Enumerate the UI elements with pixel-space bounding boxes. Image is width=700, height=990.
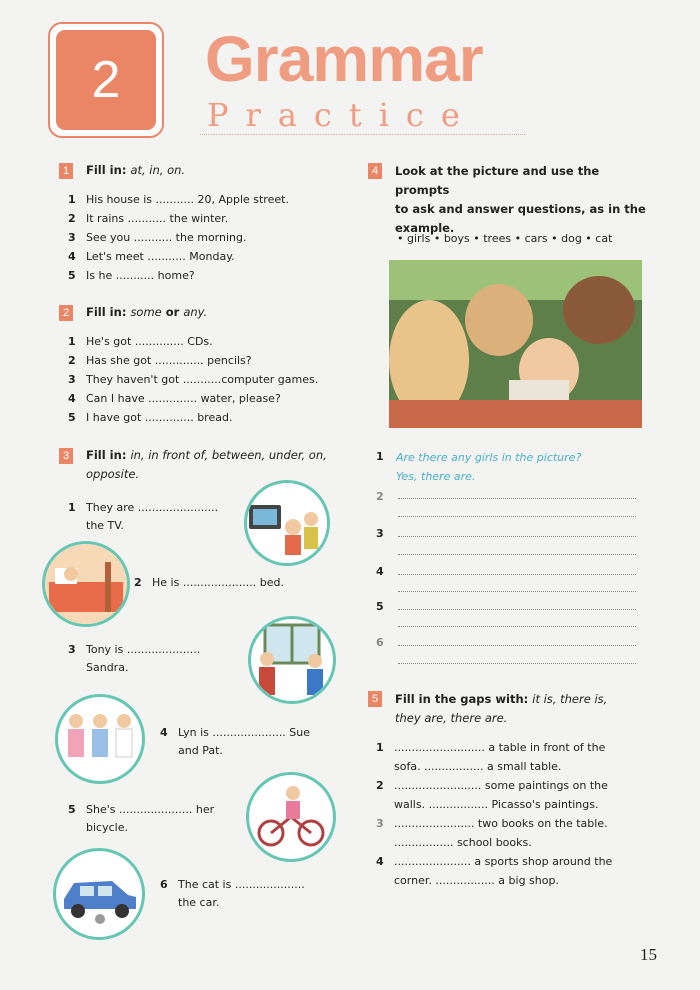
unit-number-badge <box>48 22 164 138</box>
list-item: 5 I have got .............. bread. <box>68 411 233 424</box>
list-item: 1 .......................... a table in front of the sofa. ................. a small table. <box>376 741 606 773</box>
answer-line[interactable] <box>398 663 636 664</box>
page-subtitle: Practice <box>207 96 477 134</box>
children-photo <box>389 260 642 428</box>
exercise-1-list <box>68 190 289 285</box>
girls-picture <box>55 694 145 784</box>
exercise-5-list <box>376 738 612 890</box>
exercise-1-number: 1 <box>59 163 73 179</box>
list-item: 3 See you ........... the morning. <box>68 231 247 244</box>
answer-line[interactable] <box>398 609 636 610</box>
ex3-item-3: 3 Tony is ..................... Sandra. <box>68 643 201 674</box>
exercise-4-number: 4 <box>368 163 382 179</box>
list-item: 3 ....................... two books on the table. ................. school books. <box>376 817 608 849</box>
answer-line[interactable] <box>398 498 636 499</box>
answer-line[interactable] <box>398 516 636 517</box>
page-number: 15 <box>640 945 657 964</box>
girls-illustration <box>58 697 142 781</box>
list-item: 4 Let's meet ........... Monday. <box>68 250 235 263</box>
list-item: 5 Is he ........... home? <box>68 269 195 282</box>
answer-line[interactable] <box>398 626 636 627</box>
answer-line[interactable] <box>398 574 636 575</box>
window-picture <box>248 616 336 704</box>
car-picture <box>53 848 145 940</box>
bed-picture <box>42 541 130 627</box>
list-item: 1 His house is ........... 20, Apple street. <box>68 193 289 206</box>
exercise-3-number: 3 <box>59 448 73 464</box>
bed-illustration <box>45 544 127 624</box>
tv-illustration <box>247 483 327 563</box>
list-item: 3 They haven't got ...........computer games. <box>68 373 319 386</box>
exercise-4-prompts: • girls • boys • trees • cars • dog • cat <box>397 232 613 245</box>
title-divider <box>200 134 525 135</box>
exercise-1-title <box>86 161 185 180</box>
children-photo-illustration <box>389 260 642 428</box>
answer-line[interactable] <box>398 645 636 646</box>
bicycle-picture <box>246 772 336 862</box>
answer-line[interactable] <box>398 554 636 555</box>
exercise-5-title: Fill in the gaps with: it is, there is, they are, there are. <box>395 692 608 725</box>
tv-picture <box>244 480 330 566</box>
car-illustration <box>56 851 142 937</box>
answer-line[interactable] <box>398 591 636 592</box>
unit-number: 2 <box>56 30 156 130</box>
exercise-2-title: Fill in: some or any. <box>86 305 208 319</box>
exercise-1-label: Fill in: <box>86 163 127 177</box>
bicycle-illustration <box>249 775 333 859</box>
exercise-1-words: at, in, on. <box>130 163 186 177</box>
ex3-item-1: 1 They are ....................... the TV. <box>68 501 219 532</box>
page-title: Grammar <box>205 23 483 95</box>
list-item: 1 He's got .............. CDs. <box>68 335 213 348</box>
list-item: 4 ...................... a sports shop around the corner. ................. a big shop. <box>376 855 613 887</box>
ex3-item-6: 6 The cat is .................... the car. <box>160 878 305 909</box>
exercise-5-number: 5 <box>368 691 382 707</box>
answer-line[interactable] <box>398 536 636 537</box>
exercise-2-list <box>68 332 318 427</box>
ex3-item-5: 5 She's ..................... her bicycle. <box>68 803 215 834</box>
list-item: 4 Can I have .............. water, please? <box>68 392 281 405</box>
ex3-item-2: 2 He is ..................... bed. <box>134 576 284 589</box>
list-item: 2 Has she got .............. pencils? <box>68 354 252 367</box>
list-item: 2 It rains ........... the winter. <box>68 212 229 225</box>
list-item: 2 ......................... some paintings on the walls. ................. Picasso's paintings. <box>376 779 608 811</box>
exercise-3-title: Fill in: in, in front of, between, under, on, opposite. <box>86 448 327 481</box>
exercise-4-title: Look at the picture and use the prompts to ask and answer questions, as in the example. <box>395 164 646 235</box>
exercise-2-number: 2 <box>59 305 73 321</box>
example-answer: Yes, there are. <box>396 470 476 483</box>
ex3-item-4: 4 Lyn is ..................... Sue and Pat. <box>160 726 311 757</box>
window-illustration <box>251 619 333 701</box>
example-question: Are there any girls in the picture? <box>396 451 582 464</box>
